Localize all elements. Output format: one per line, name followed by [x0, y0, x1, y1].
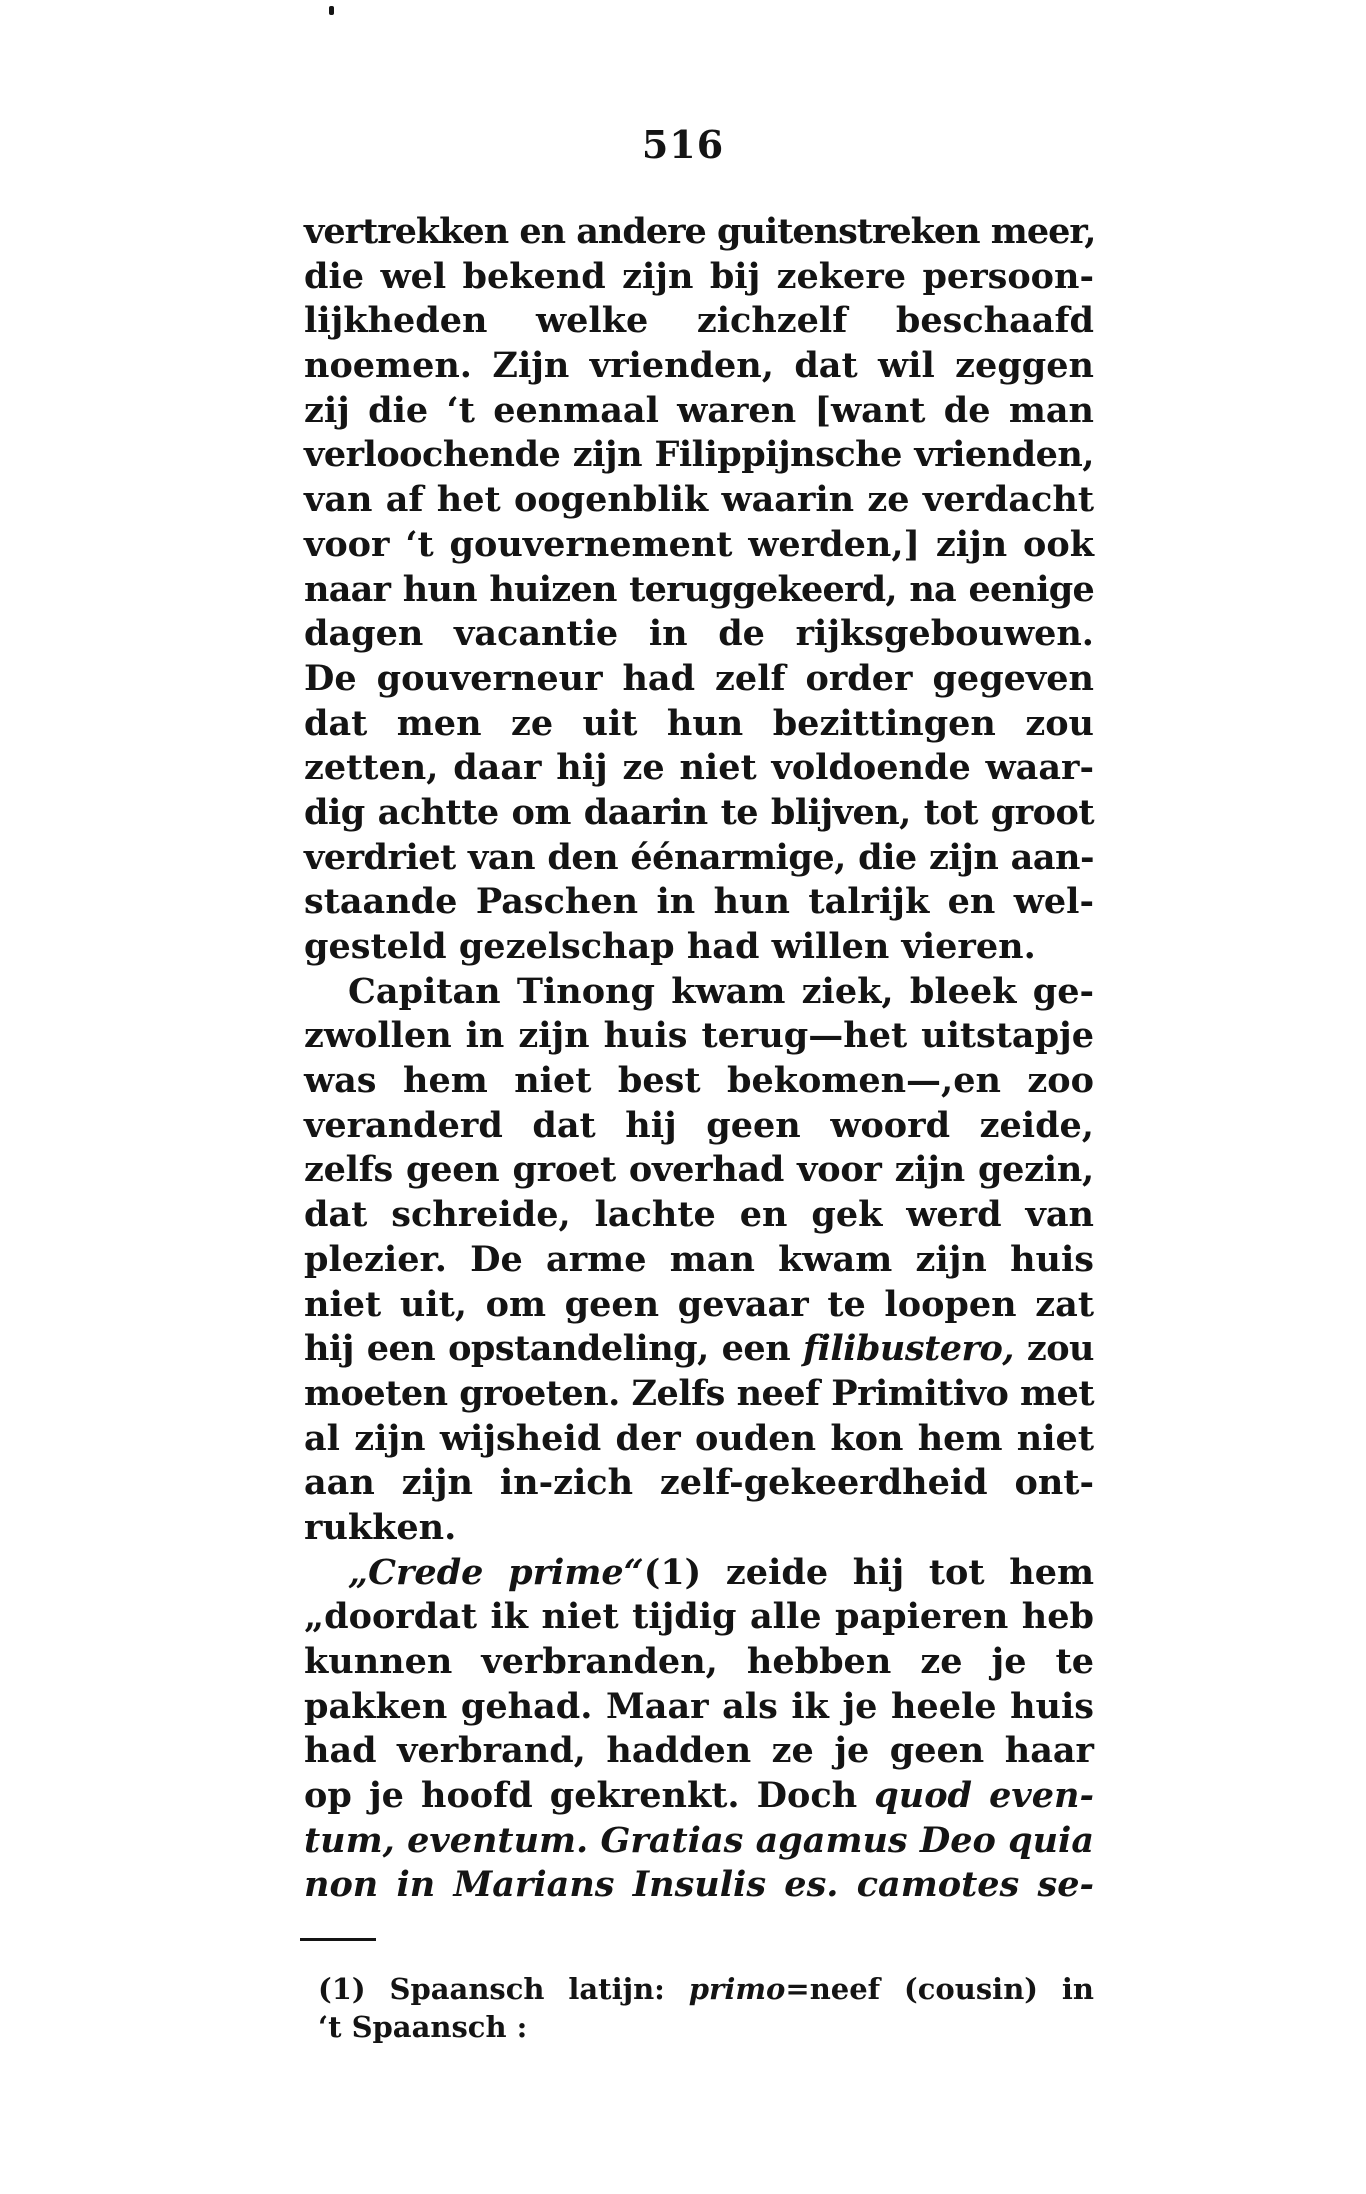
text-line-mixed — [304, 1774, 1094, 1819]
italic-run: filibustero, — [803, 1328, 1014, 1370]
text-line: niet uit, om geen gevaar te loopen zat — [304, 1283, 1094, 1325]
text-line: veranderd dat hij geen woord zeide, — [304, 1104, 1094, 1146]
text-line: voor ‘t gouvernement werden,] zijn ook — [304, 523, 1094, 565]
text-line: al zijn wijsheid der ouden kon hem niet — [304, 1417, 1094, 1459]
text-line: pakken gehad. Maar als ik je heele huis — [304, 1685, 1094, 1727]
text-line: zetten, daar hij ze niet voldoende waar- — [304, 747, 1094, 789]
footnote-text: (1) Spaansch latijn: — [318, 1972, 665, 2006]
text-line: dat schreide, lachte en gek werd van — [304, 1194, 1094, 1236]
text-line: was hem niet best bekomen—,en zoo — [304, 1060, 1094, 1102]
text-line: „doordat ik niet tijdig alle papieren heb — [304, 1596, 1094, 1638]
text-line: had verbrand, hadden ze je geen haar — [304, 1730, 1094, 1772]
italic-run: non in Marians Insulis es. camotes se- — [304, 1864, 1094, 1906]
text-line: verdriet van den éénarmige, die zijn aan- — [304, 836, 1094, 878]
text-line-italic — [304, 1863, 1094, 1908]
text-line: vertrekken en andere guitenstreken meer, — [304, 211, 1096, 252]
page-number: 516 — [641, 122, 725, 167]
text-line: dat men ze uit hun bezittingen zou — [304, 702, 1094, 744]
text-run: hij een opstandeling, een — [304, 1328, 791, 1370]
footnote-divider — [300, 1938, 376, 1941]
text-line: dig achtte om daarin te blijven, tot groot — [304, 791, 1094, 833]
footnote-line — [318, 1970, 1094, 2008]
text-line-paragraph-end: rukken. — [304, 1506, 457, 1548]
text-line: lijkheden welke zichzelf beschaafd — [304, 300, 1094, 342]
footnote-italic: primo — [688, 1972, 786, 2006]
ink-speck — [329, 6, 334, 15]
text-line-italic — [304, 1819, 1094, 1864]
text-line: moeten groeten. Zelfs neef Primitivo met — [304, 1372, 1094, 1414]
text-line: zwollen in zijn huis terug—het uitstapje — [304, 1015, 1094, 1057]
footnote-text: =neef (cousin) in — [785, 1972, 1094, 2006]
footnote-block — [318, 1970, 1094, 2046]
text-line-mixed — [304, 1327, 1094, 1372]
text-line: plezier. De arme man kwam zijn huis — [304, 1238, 1094, 1280]
footnote-line: ‘t Spaansch : — [318, 2010, 528, 2044]
italic-run: quod even- — [874, 1775, 1094, 1817]
text-line: De gouverneur had zelf order gegeven — [304, 657, 1094, 699]
text-line: naar hun huizen teruggekeerd, na eenige — [304, 568, 1094, 610]
text-line: noemen. Zijn vrienden, dat wil zeggen — [304, 345, 1094, 387]
text-run: op je hoofd gekrenkt. Doch — [304, 1775, 858, 1817]
text-line: dagen vacantie in de rijksgebouwen. — [304, 613, 1094, 655]
text-line: aan zijn in-zich zelf-gekeerdheid ont- — [304, 1462, 1094, 1504]
text-line-paragraph-start — [304, 1551, 1094, 1596]
italic-run: tum, eventum. Gratias agamus Deo quia — [304, 1819, 1094, 1861]
text-line: zelfs geen groet overhad voor zijn gezin, — [304, 1149, 1094, 1191]
text-run: zou — [1013, 1328, 1094, 1370]
text-line-paragraph-start: Capitan Tinong kwam ziek, bleek ge- — [348, 970, 1094, 1012]
text-line: staande Paschen in hun talrijk en wel- — [304, 881, 1094, 923]
italic-run: „Crede prime“ — [348, 1551, 644, 1593]
text-run: (1) zeide hij tot hem — [643, 1551, 1094, 1593]
text-line: kunnen verbranden, hebben ze je te — [304, 1641, 1094, 1682]
text-line: van af het oogenblik waarin ze verdacht — [304, 479, 1094, 521]
text-line: verloochende zijn Filippijnsche vrienden, — [304, 434, 1094, 476]
text-line-paragraph-end: gesteld gezelschap had willen vieren. — [304, 926, 1036, 967]
text-line: die wel bekend zijn bij zekere persoon- — [304, 255, 1094, 297]
text-line: zij die ‘t eenmaal waren [want de man — [304, 389, 1094, 431]
body-text — [304, 210, 1094, 1908]
